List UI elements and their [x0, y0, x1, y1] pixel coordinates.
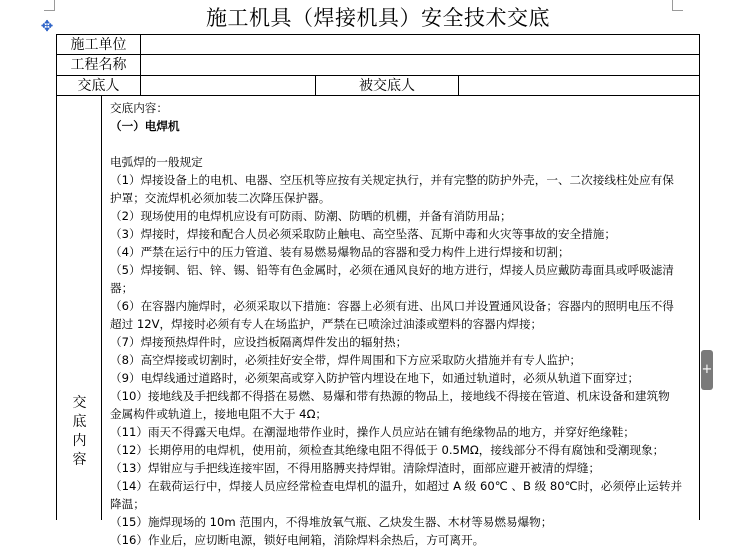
discloser-row [57, 76, 699, 96]
table-move-handle-icon[interactable]: ✥ [40, 17, 54, 35]
content-line: （1）焊接设备上的电机、电器、空压机等应按有关规定执行，并有完整的防护外壳，一、二次接线柱处应有保 [110, 173, 674, 187]
content-line: 降温； [110, 497, 145, 511]
content-line: （12）长期停用的电焊机，使用前，须检查其绝缘电阻不得低于 0.5MΩ，接线部分不得有腐蚀和受潮现象； [110, 443, 665, 457]
discloser-label: 交底人 [57, 76, 141, 95]
content-line: 护罩；交流焊机必须加装二次降压保护器。 [110, 191, 331, 205]
content-line: （10）接地线及手把线都不得搭在易燃、易爆和带有热源的物品上，接地线不得接在管道、机床设备和建筑物 [110, 389, 670, 403]
content-side-label-char: 容 [72, 452, 87, 468]
content-side-label-char: 交 [72, 395, 87, 411]
content-line: （9）电焊线通过道路时，必须架高或穿入防护管内埋设在地下，如通过轨道时，必须从轨道下面穿过； [110, 371, 640, 385]
content-line: （15）施焊现场的 10m 范围内，不得堆放氧气瓶、乙炔发生器、木材等易燃易爆物； [110, 515, 553, 529]
content-line: （6）在容器内施焊时，必须采取以下措施：容器上必须有进、出风口并设置通风设备；容器内的照明电压不得 [110, 299, 674, 313]
project-name-row [57, 55, 699, 76]
content-line: （5）焊接铜、铝、锌、锡、铅等有色金属时，必须在通风良好的地方进行，焊接人员应戴防毒面具或呼吸滤清 [110, 263, 674, 277]
document-title: 施工机具（焊接机具）安全技术交底 [206, 6, 550, 30]
content-line: （16）作业后，应切断电源，锁好电闸箱，消除焊料余热后，方可离开。 [110, 533, 485, 547]
content-line: （11）雨天不得露天电焊。在潮湿地带作业时，操作人员应站在铺有绝缘物品的地方，并穿好绝缘鞋； [110, 425, 635, 439]
content-side-cell [57, 96, 102, 520]
content-line: 器； [110, 281, 134, 295]
project-name-label: 工程名称 [57, 55, 141, 75]
construction-unit-row [57, 35, 699, 55]
page-corner-mark-left [44, 0, 55, 11]
section-heading: （一）电焊机 [110, 119, 180, 133]
receiver-label: 被交底人 [315, 76, 459, 95]
content-line: （13）焊钳应与手把线连接牢固，不得用胳膊夹持焊钳。清除焊渣时，面部应避开被清的焊缝； [110, 461, 601, 475]
content-line: （4）严禁在运行中的压力管道、装有易燃易爆物品的容器和受力构件上进行焊接和切割； [110, 245, 570, 259]
content-line: （2）现场使用的电焊机应设有可防雨、防潮、防晒的机棚，并备有消防用品； [110, 209, 512, 223]
content-heading: 交底内容： [110, 101, 168, 115]
blank-line [110, 135, 695, 153]
content-line: （7）焊接预热焊件时，应设挡板隔离焊件发出的辐射热； [110, 335, 408, 349]
disclosure-table [56, 34, 700, 547]
content-side-label-char: 内 [72, 433, 87, 449]
content-side-label [57, 394, 102, 470]
construction-unit-label: 施工单位 [57, 35, 141, 54]
content-line: （14）在载荷运行中，焊接人员应经常检查电焊机的温升，如超过 A 级 60℃ 、B 级 80℃时，必须停止运转并 [110, 479, 683, 493]
content-line: （8）高空焊接或切割时，必须挂好安全带，焊件周围和下方应采取防火措施并有专人监护； [110, 353, 582, 367]
content-line: （3）焊接时，焊接和配合人员必须采取防止触电、高空坠落、瓦斯中毒和火灾等事故的安全措施； [110, 227, 616, 241]
subheading: 电弧焊的一般规定 [110, 155, 203, 169]
disclosure-content-cell[interactable] [102, 96, 699, 547]
content-line: 超过 12V，焊接时必须有专人在场监护，严禁在已喷涂过油漆或塑料的容器内焊接； [110, 317, 543, 331]
content-side-label-char: 底 [72, 414, 87, 430]
side-expand-handle-icon[interactable]: + [701, 350, 713, 390]
content-line: 金属构件或轨道上，接地电阻不大于 4Ω； [110, 407, 328, 421]
